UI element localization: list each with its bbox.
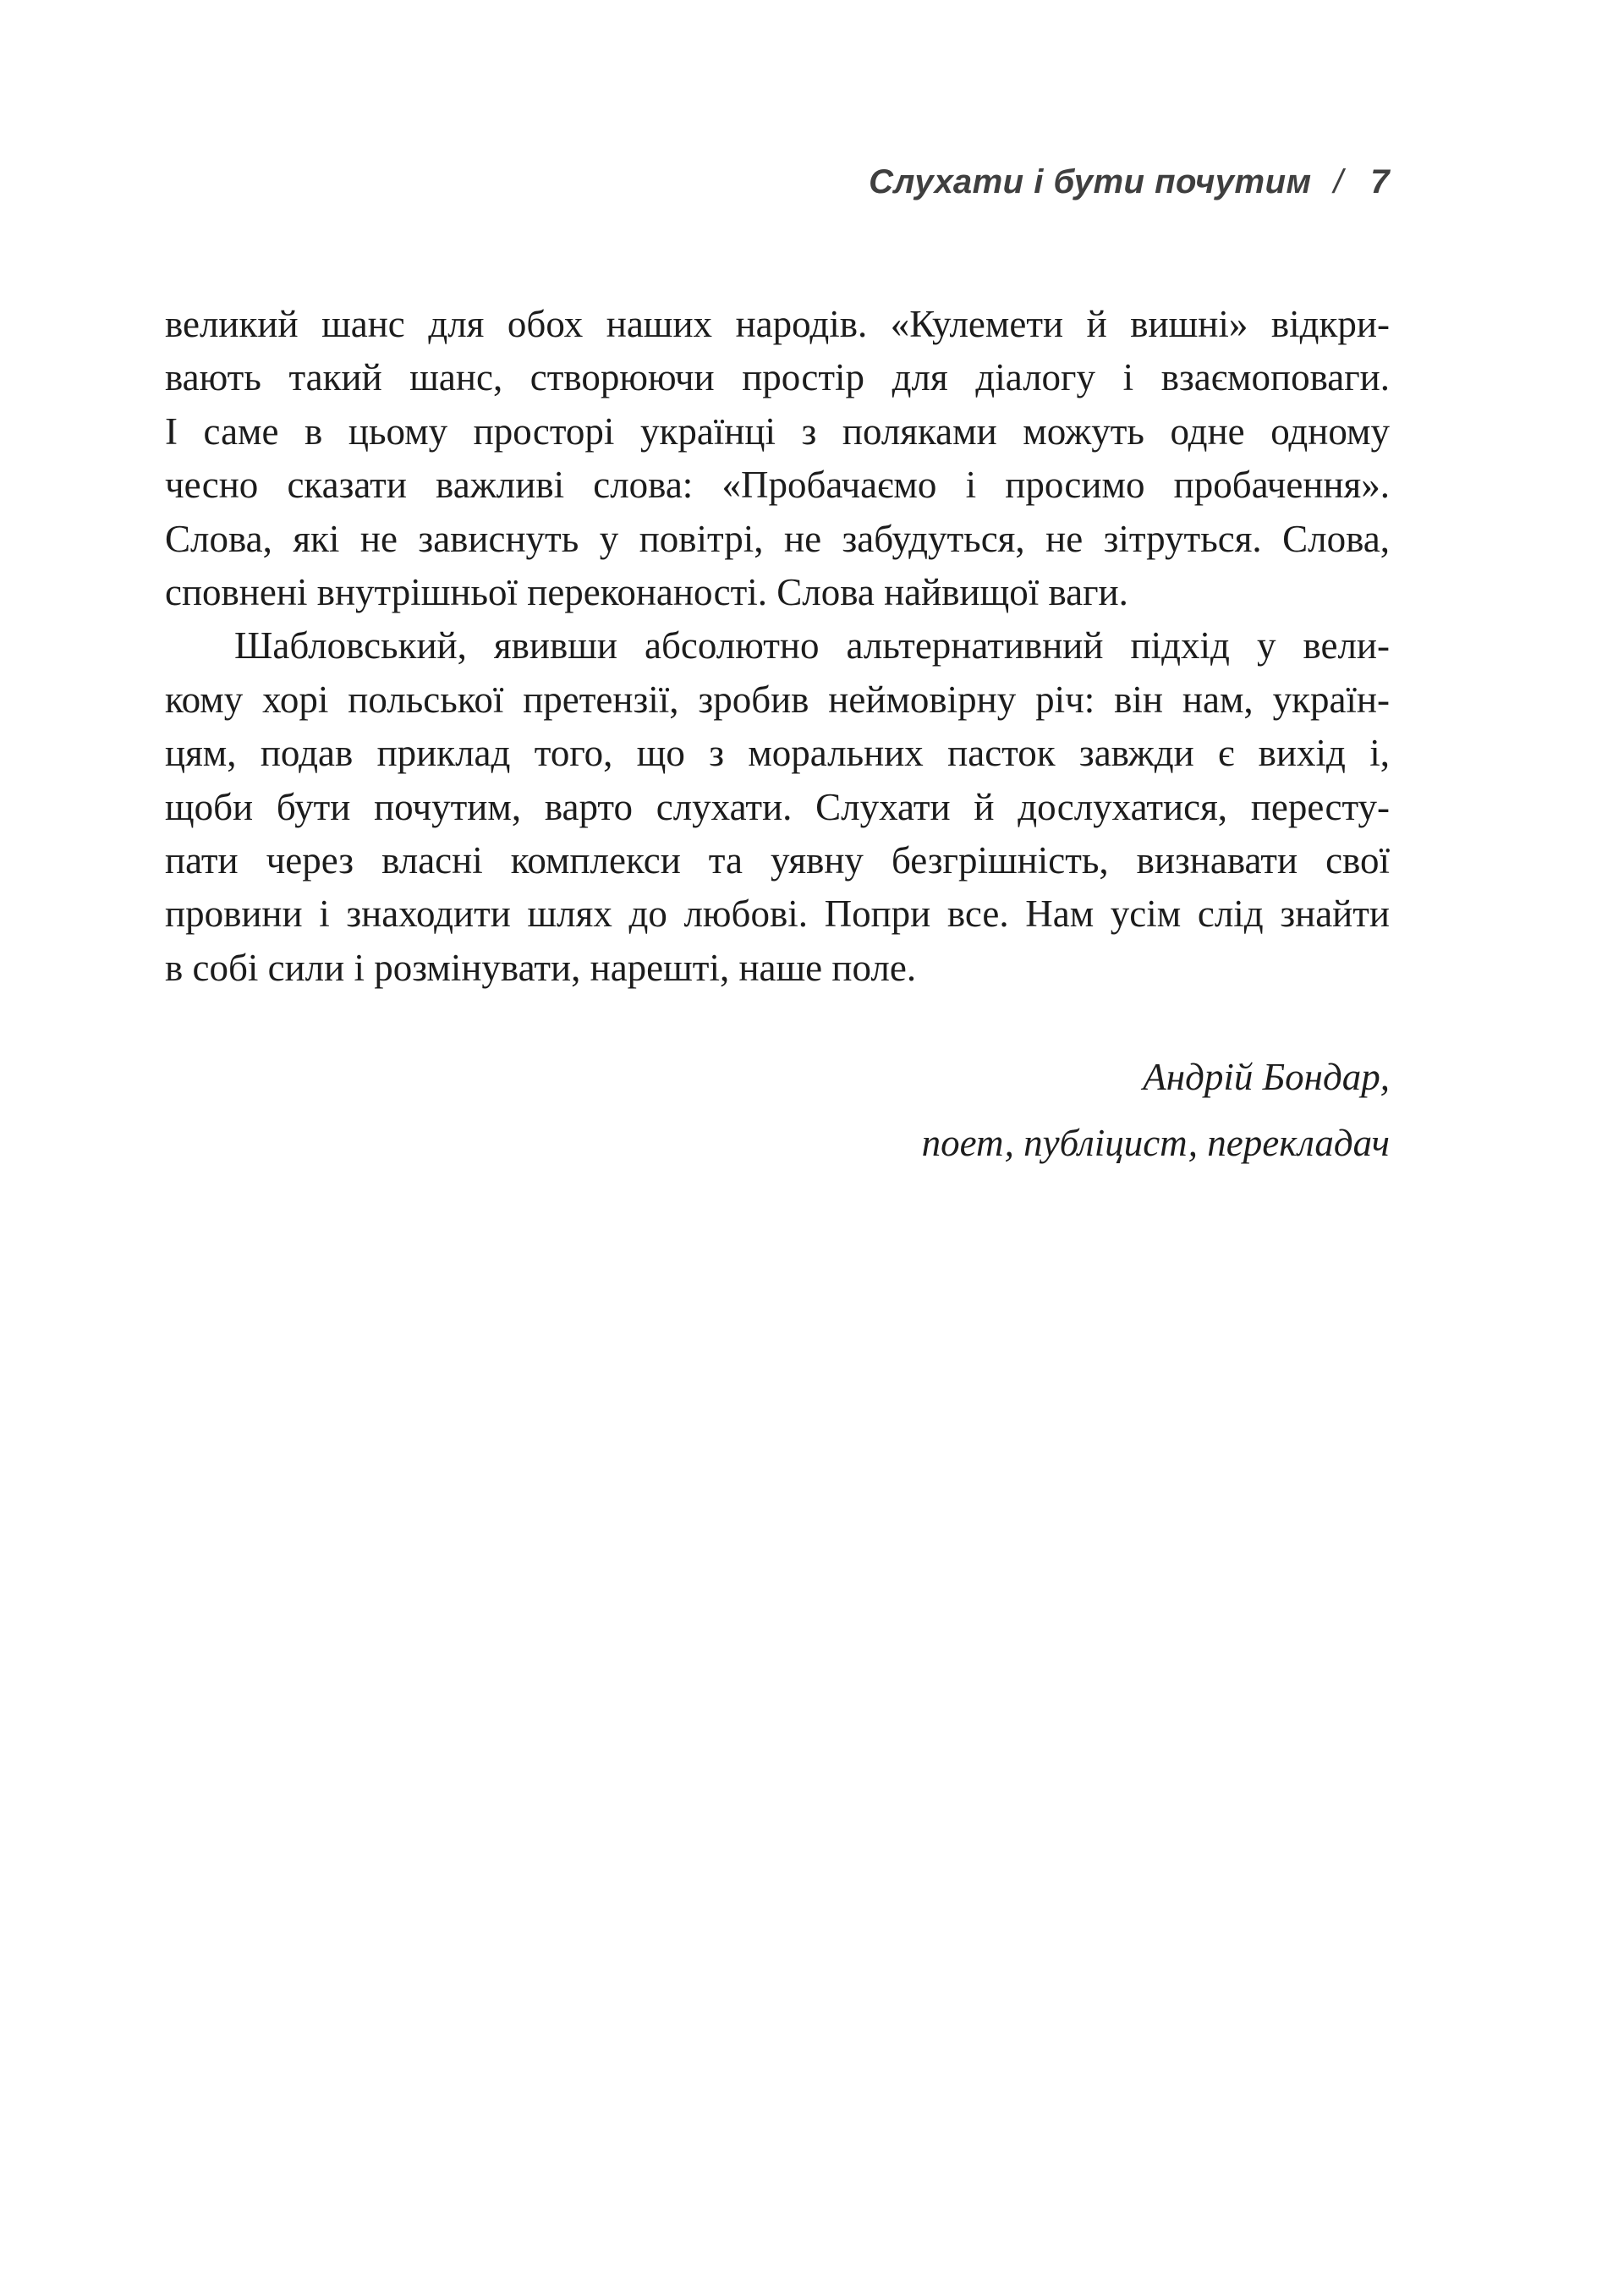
text-line: кому хорі польської претензії, зробив неймовірну річ: він нам, україн- bbox=[165, 678, 1390, 721]
text-line: провини і знаходити шлях до любові. Попри все. Нам усім слід знайти bbox=[165, 893, 1390, 936]
text-line: чесно сказати важливі слова: «Пробачаємо і просимо пробачення». bbox=[165, 464, 1390, 507]
header-separator: / bbox=[1333, 163, 1344, 200]
text-line: Шабловський, явивши абсолютно альтернативний підхід у вели- bbox=[234, 624, 1390, 667]
text-line: цям, подав приклад того, що з моральних пасток завжди є вихід і, bbox=[165, 732, 1390, 775]
body-text bbox=[165, 298, 1390, 995]
text-line: сповнені внутрішньої переконаності. Слова найвищої ваги. bbox=[165, 571, 1128, 614]
text-line: великий шанс для обох наших народів. «Кулемети й вишні» відкри- bbox=[165, 303, 1390, 345]
chapter-title: Слухати і бути почутим bbox=[869, 163, 1312, 200]
signature-block bbox=[165, 1044, 1390, 1176]
paragraph-1 bbox=[165, 298, 1390, 619]
text-line: пати через власні комплекси та уявну безгрішність, визнавати свої bbox=[165, 839, 1390, 882]
text-line: в собі сили і розмінувати, нарешті, наше поле. bbox=[165, 946, 917, 989]
page-number: 7 bbox=[1370, 163, 1390, 200]
text-line: І саме в цьому просторі українці з поляками можуть одне одному bbox=[165, 409, 1390, 453]
page-header bbox=[165, 161, 1390, 203]
text-line: Слова, які не зависнуть у повітрі, не забудуться, не зітруться. Слова, bbox=[165, 517, 1390, 560]
signature-author: Андрій Бондар, bbox=[1143, 1056, 1390, 1098]
text-line: вають такий шанс, створюючи простір для діалогу і взаємоповаги. bbox=[165, 356, 1390, 399]
text-line: щоби бути почутим, варто слухати. Слухати й дослухатися, пересту- bbox=[165, 785, 1390, 828]
paragraph-2 bbox=[165, 619, 1390, 995]
signature-roles: поет, публіцист, перекладач bbox=[921, 1122, 1390, 1164]
